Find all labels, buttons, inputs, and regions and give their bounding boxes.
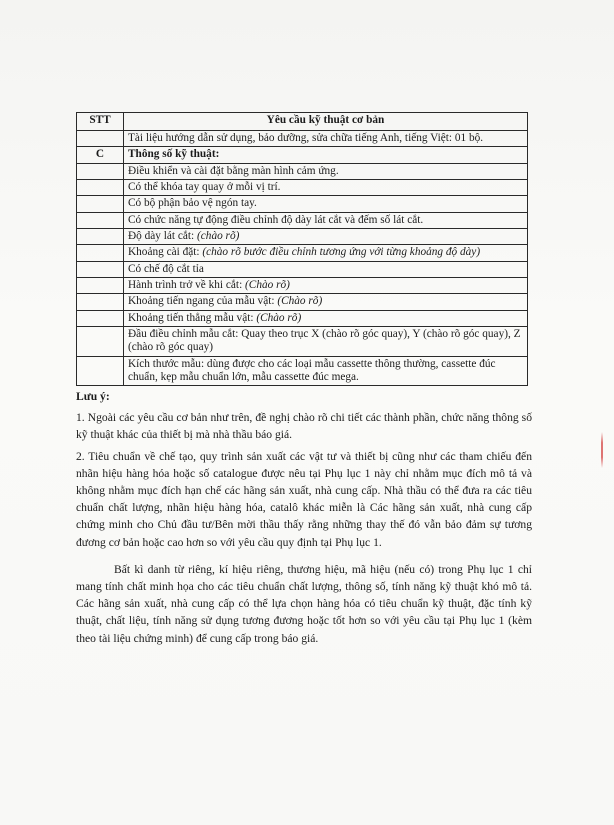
row-stt — [77, 131, 124, 147]
row-text: Có chế độ cắt tỉa — [128, 262, 204, 275]
row-italic-note: (chào rõ) — [197, 229, 240, 242]
row-text: Có thể khóa tay quay ở mỗi vị trí. — [128, 180, 281, 193]
table-row — [77, 228, 528, 244]
row-text: Thông số kỹ thuật: — [128, 148, 220, 161]
table-header-row — [77, 113, 528, 131]
row-requirement — [124, 326, 528, 356]
row-stt: C — [77, 147, 124, 163]
table-row — [77, 294, 528, 310]
table-row — [77, 147, 528, 163]
row-italic-note: (Chào rõ) — [256, 311, 302, 324]
row-stt — [77, 356, 124, 386]
table-row — [77, 326, 528, 356]
row-requirement — [124, 228, 528, 244]
row-text: Độ dày lát cắt: — [128, 229, 198, 242]
header-stt: STT — [77, 113, 124, 131]
table-row — [77, 245, 528, 261]
row-requirement — [124, 131, 528, 147]
row-requirement — [124, 310, 528, 326]
row-requirement — [124, 163, 528, 179]
row-stt — [77, 196, 124, 212]
row-stt — [77, 326, 124, 356]
row-stt — [77, 277, 124, 293]
notes-section — [76, 388, 532, 647]
row-stt — [77, 212, 124, 228]
table-row — [77, 212, 528, 228]
requirements-table — [76, 112, 528, 386]
row-requirement — [124, 261, 528, 277]
row-text: Có bộ phận bảo vệ ngón tay. — [128, 197, 257, 210]
margin-mark — [601, 432, 603, 468]
row-text: Có chức năng tự động điều chỉnh độ dày lát cắt và đếm số lát cắt. — [128, 213, 424, 226]
row-text: Tài liệu hướng dẫn sử dụng, bảo dưỡng, sửa chữa tiếng Anh, tiếng Việt: 01 bộ. — [128, 132, 484, 144]
row-stt — [77, 163, 124, 179]
table-body — [77, 131, 528, 386]
row-text: Khoảng tiến thẳng mẫu vật: — [128, 311, 257, 324]
row-text: Kích thước mẫu: dùng được cho các loại mẫu cassette thông thường, cassette đúc chuẩn, kẹp mẫu chuẩn lớn, mẫu cassette đúc mega. — [128, 357, 496, 383]
row-stt — [77, 294, 124, 310]
row-stt — [77, 310, 124, 326]
table-row — [77, 179, 528, 195]
table-row — [77, 356, 528, 386]
row-requirement — [124, 212, 528, 228]
table-row — [77, 163, 528, 179]
row-text: Đầu điều chỉnh mẫu cắt: Quay theo trục X (chào rõ góc quay), Y (chào rõ góc quay), Z (chào rõ góc quay) — [128, 327, 521, 354]
row-text: Khoảng tiến ngang của mẫu vật: — [128, 295, 278, 308]
table-row — [77, 131, 528, 147]
table-row — [77, 310, 528, 326]
table-row — [77, 196, 528, 212]
row-requirement — [124, 277, 528, 293]
header-requirement: Yêu cầu kỹ thuật cơ bản — [124, 113, 528, 131]
row-text: Hành trình trở về khi cắt: — [128, 278, 246, 291]
row-requirement — [124, 356, 528, 386]
row-requirement — [124, 196, 528, 212]
row-text: Khoảng cài đặt: — [128, 246, 203, 259]
row-italic-note: (Chào rõ) — [277, 295, 323, 308]
row-requirement — [124, 294, 528, 310]
row-text: Điều khiển và cài đặt bằng màn hình cảm ứng. — [128, 164, 339, 177]
row-requirement — [124, 245, 528, 261]
table-row — [77, 261, 528, 277]
row-requirement — [124, 179, 528, 195]
row-stt — [77, 228, 124, 244]
note-paragraph-3: Bất kì danh từ riêng, kí hiệu riêng, thương hiệu, mã hiệu (nếu có) trong Phụ lục 1 chỉ mang tính chất minh họa cho các tiêu chuẩn chất lượng, thông số, tính năng kỹ thuật khó mô tả. Các hãng sản xuất, nhà cung cấp có thể lựa chọn hàng hóa có tiêu chuẩn kỹ thuật, đặc tính kỹ thuật, chất liệu, tính năng sử dụng tương đương hoặc tốt hơn so với yêu cầu tại Phụ lục 1 (kèm theo tài liệu chứng minh) để cung cấp trong báo giá. — [76, 562, 532, 645]
row-stt — [77, 245, 124, 261]
table-row — [77, 277, 528, 293]
note-paragraph-2: 2. Tiêu chuẩn về chế tạo, quy trình sản xuất các vật tư và thiết bị cũng như các tham chiếu đến nhãn hiệu hàng hóa hoặc số catalogue được nêu tại Phụ lục 1 này chỉ nhằm mục đích mô tả và không nhằm mục đích hạn chế các hãng sản xuất, nhà cung cấp. Nhà thầu có thể đưa ra các tiêu chuẩn chất lượng, nhãn hiệu hàng hóa, catalô khác miễn là Các hãng sản xuất, nhà cung cấp chứng minh cho Chủ đầu tư/Bên mời thầu thấy rằng những thay thế đó vẫn bảo đảm sự tương đương cơ bản hoặc cao hơn so với yêu cầu quy định tại Phụ lục 1. — [76, 449, 532, 549]
row-stt — [77, 179, 124, 195]
row-stt — [77, 261, 124, 277]
row-italic-note: (Chào rõ) — [245, 278, 290, 291]
notes-title: Lưu ý: — [76, 390, 110, 403]
row-italic-note: (chào rõ bước điều chỉnh tương ứng với từng khoảng độ dày) — [202, 246, 481, 259]
note-paragraph-1: 1. Ngoài các yêu cầu cơ bản như trên, đề nghị chào rõ chi tiết các thành phần, chức năng thông số kỹ thuật khác của thiết bị mà nhà thầu báo giá. — [76, 411, 532, 442]
row-requirement — [124, 147, 528, 163]
